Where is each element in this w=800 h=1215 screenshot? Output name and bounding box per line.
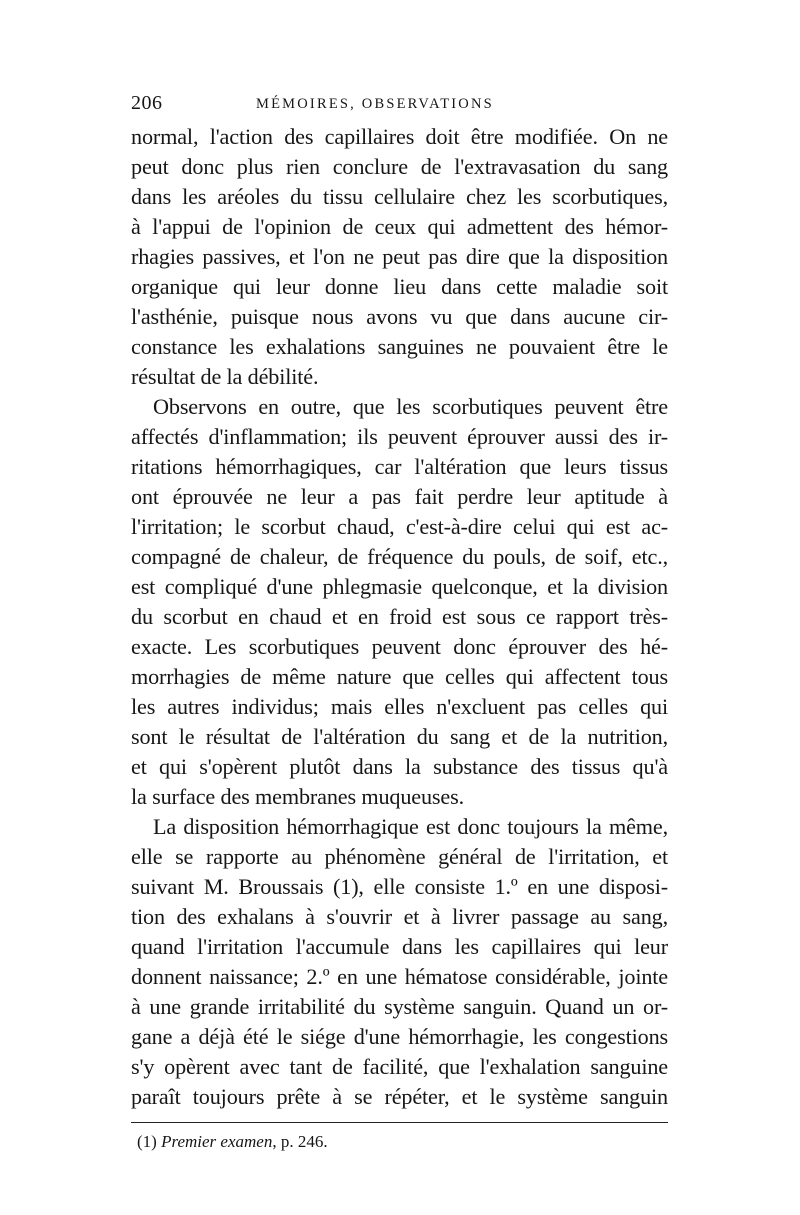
text-line: s'y opèrent avec tant de facilité, que l'exhalation sanguine [131, 1054, 668, 1079]
text-line: la surface des membranes muqueuses. [131, 784, 464, 809]
running-title: MÉMOIRES, OBSERVATIONS [256, 96, 494, 112]
text-line: ont éprouvée ne leur a pas fait perdre leur aptitude à [131, 484, 668, 509]
footnote-rule [131, 1122, 668, 1123]
text-line: du scorbut en chaud et en froid est sous ce rapport très- [131, 604, 668, 629]
text-line: à une grande irritabilité du système sanguin. Quand un or- [131, 994, 668, 1019]
footnote-marker: (1) [137, 1132, 157, 1151]
text-line: peut donc plus rien conclure de l'extravasation du sang [131, 154, 668, 179]
text-line: La disposition hémorrhagique est donc toujours la même, [153, 814, 668, 839]
body-text [131, 122, 668, 1112]
page-number: 206 [131, 92, 163, 114]
text-line: tion des exhalans à s'ouvrir et à livrer passage au sang, [131, 904, 668, 929]
book-page [131, 92, 668, 1153]
text-line: suivant M. Broussais (1), elle consiste 1.º en une disposi- [131, 874, 668, 899]
text-line: et qui s'opèrent plutôt dans la substance des tissus qu'à [131, 754, 668, 779]
text-line: sont le résultat de l'altération du sang et de la nutrition, [131, 724, 668, 749]
text-line: donnent naissance; 2.º en une hématose considérable, jointe [131, 964, 668, 989]
text-line: à l'appui de l'opinion de ceux qui admettent des hémor- [131, 214, 668, 239]
text-line: les autres individus; mais elles n'excluent pas celles qui [131, 694, 668, 719]
text-line: résultat de la débilité. [131, 364, 319, 389]
text-line: est compliqué d'une phlegmasie quelconque, et la division [131, 574, 668, 599]
text-line: quand l'irritation l'accumule dans les capillaires qui leur [131, 934, 668, 959]
text-line: Observons en outre, que les scorbutiques peuvent être [153, 394, 668, 419]
text-line: exacte. Les scorbutiques peuvent donc éprouver des hé- [131, 634, 668, 659]
text-line: ritations hémorrhagiques, car l'altération que leurs tissus [131, 454, 668, 479]
text-line: l'irritation; le scorbut chaud, c'est-à-dire celui qui est ac- [131, 514, 668, 539]
footnote [137, 1131, 668, 1153]
text-line: l'asthénie, puisque nous avons vu que dans aucune cir- [131, 304, 668, 329]
text-line: morrhagies de même nature que celles qui affectent tous [131, 664, 668, 689]
text-line: organique qui leur donne lieu dans cette maladie soit [131, 274, 668, 299]
text-line: elle se rapporte au phénomène général de l'irritation, et [131, 844, 668, 869]
text-line: compagné de chaleur, de fréquence du pouls, de soif, etc., [131, 544, 668, 569]
running-head [131, 92, 668, 122]
footnote-page: , p. 246. [272, 1132, 328, 1151]
text-line: constance les exhalations sanguines ne pouvaient être le [131, 334, 668, 359]
text-line: dans les aréoles du tissu cellulaire chez les scorbutiques, [131, 184, 668, 209]
text-line: paraît toujours prête à se répéter, et le système sanguin [131, 1084, 668, 1109]
text-line: rhagies passives, et l'on ne peut pas dire que la disposition [131, 244, 668, 269]
footnote-title: Premier examen [161, 1132, 273, 1151]
text-line: affectés d'inflammation; ils peuvent éprouver aussi des ir- [131, 424, 668, 449]
text-line: normal, l'action des capillaires doit être modifiée. On ne [131, 124, 668, 149]
text-line: gane a déjà été le siége d'une hémorrhagie, les congestions [131, 1024, 668, 1049]
